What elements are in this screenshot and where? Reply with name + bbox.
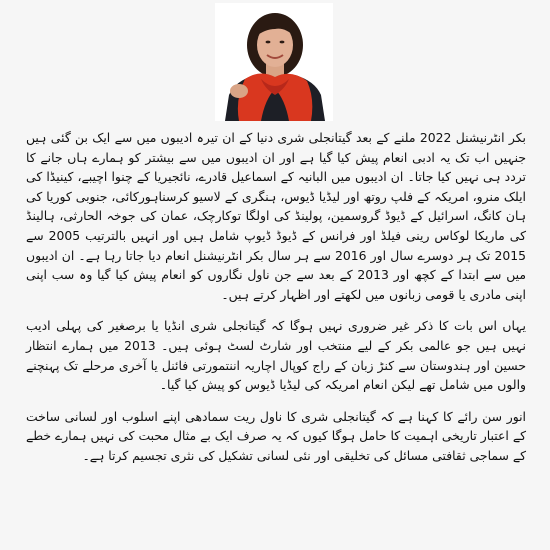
- article-paragraph-2: یہاں اس بات کا ذکر غیر ضروری نہیں ہوگا کہ گیتانجلی شری انڈیا یا برصغیر کی پہلی ادیب نہیں ہیں جو عالمی بکر کے لیے منتخب اور شارٹ لسٹ ہوئی ہیں۔ 2013 میں ہمارے انتظار حسین اور ہندوستان سے کنڑ زبان کے راج کوپال اچاریہ اننتمورتی فائنل یا آخری مرحلے تک پہنچنے والوں میں شامل تھے لیکن انعام امریکہ کی لیڈیا ڈیوس کو پیش کیا گیا۔: [26, 318, 526, 393]
- article-paragraph-1: بکر انٹرنیشنل 2022 ملنے کے بعد گیتانجلی شری دنیا کے ان تیرہ ادیبوں میں سے ایک بن گئی ہیں جنہیں اب تک یہ ادبی انعام پیش کیا گیا ہے اور ان ادیبوں میں سے بیشتر کو ہمارے ہاں جانے کا تردد ہی نہیں کیا جاتا۔ ان ادیبوں میں البانیہ کے اسماعیل قادرے، نائجیریا کے چنوا اچیبے، کینیڈا کی ایلک منرو، امریکہ کے فلپ روتھ اور لیڈیا ڈیوس، ہنگری کے لاسیو کرسناہورکائی، جنوبی کوریا کی ہان کانگ، اسرائیل کے ڈیوڈ گروسمین، پولینڈ کی اولگا توکارچک، عمان کی جوخہ الحارثی، ہالینڈ کی ماریکا لوکاس رینی فیلڈ اور فرانس کے ڈیوڈ ڈیوپ شامل ہیں اور انہیں بالترتیب 2005 سے 2015 تک ہر دوسرے سال اور 2016 سے ہر سال بکر انٹرنیشنل انعام دیا جاتا رہا ہے۔ ان ادیبوں میں سے ابتدا کے کچھ اور 2013 کے بعد سے جن ناول نگاروں کو انعام پیش کیا گیا وہ سب اپنی اپنی مادری یا قومی زبانوں میں لکھتے اور اظہار کرتے ہیں۔: [26, 130, 527, 302]
- article-body: [26, 128, 526, 478]
- author-photo: [215, 3, 333, 121]
- article-paragraph-3: انور سن رائے کا کہنا ہے کہ گیتانجلی شری کا ناول ریت سمادھی اپنے اسلوب اور لسانی ساخت کے اعتبار تاریخی اہمیت کا حامل ہوگا کیوں کہ یہ صرف ایک بے مثال محبت کی نہیں ہمارے خطے کے سماجی ثقافتی مسائل کی تخلیقی اور نئی لسانی تشکیل کی نثری تجسیم کرتا ہے۔: [26, 408, 526, 463]
- author-portrait-image: [215, 3, 333, 121]
